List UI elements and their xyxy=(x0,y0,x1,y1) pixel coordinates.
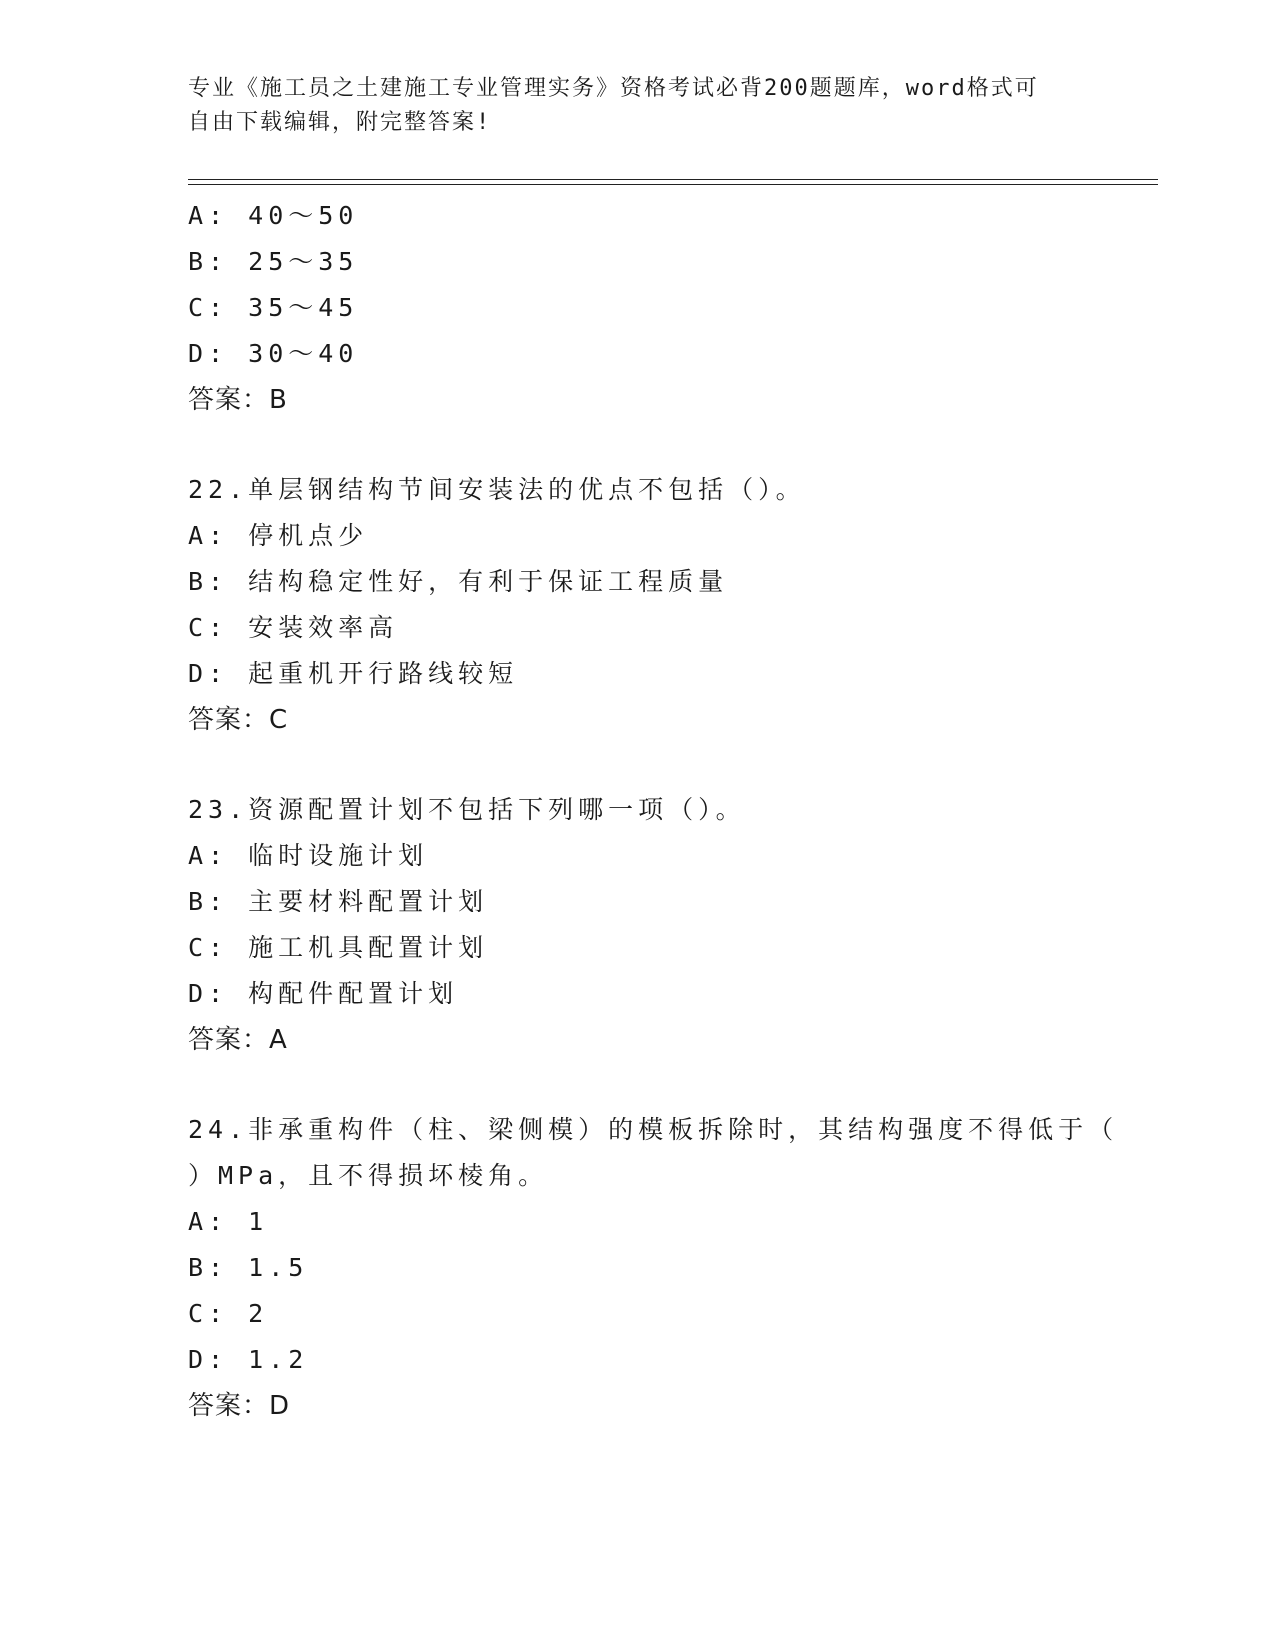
option-d: D: 起重机开行路线较短 xyxy=(188,659,519,688)
question-text: 22.单层钢结构节间安装法的优点不包括（）。 xyxy=(188,475,806,504)
option-d: D: 30～40 xyxy=(188,339,359,368)
question-list xyxy=(188,193,1119,1429)
option-a: A: 停机点少 xyxy=(188,521,369,550)
spacer xyxy=(188,1063,1088,1107)
question-text-line-2: ）MPa，且不得损坏棱角。 xyxy=(188,1161,549,1190)
option-a: A: 临时设施计划 xyxy=(188,841,429,870)
option-a: A: 1 xyxy=(188,1207,269,1236)
option-c: C: 2 xyxy=(188,1299,269,1328)
option-b: B: 1.5 xyxy=(188,1253,309,1282)
header-divider-bottom xyxy=(188,184,1158,185)
answer: 答案：B xyxy=(188,385,288,415)
option-a: A: 40～50 xyxy=(188,201,359,230)
question-text: 23.资源配置计划不包括下列哪一项（）。 xyxy=(188,795,746,824)
question-23 xyxy=(188,787,1088,1063)
answer: 答案：C xyxy=(188,705,289,735)
header-line-1: 专业《施工员之土建施工专业管理实务》资格考试必背200题题库，word格式可 xyxy=(188,76,1039,101)
spacer xyxy=(188,743,1088,787)
question-24 xyxy=(188,1107,1119,1429)
question-text-line-1: 24.非承重构件（柱、梁侧模）的模板拆除时，其结构强度不得低于（ xyxy=(188,1115,1119,1144)
answer: 答案：D xyxy=(188,1391,291,1421)
option-b: B: 结构稳定性好，有利于保证工程质量 xyxy=(188,567,729,596)
document-header xyxy=(188,72,1088,140)
question-21 xyxy=(188,193,1088,423)
option-c: C: 35～45 xyxy=(188,293,359,322)
option-b: B: 主要材料配置计划 xyxy=(188,887,489,916)
option-c: C: 安装效率高 xyxy=(188,613,399,642)
option-b: B: 25～35 xyxy=(188,247,359,276)
option-d: D: 1.2 xyxy=(188,1345,309,1374)
question-22 xyxy=(188,467,1088,743)
header-line-2: 自由下载编辑，附完整答案! xyxy=(188,110,492,135)
header-divider-top xyxy=(188,179,1158,180)
spacer xyxy=(188,423,1088,467)
answer: 答案：A xyxy=(188,1025,288,1055)
option-d: D: 构配件配置计划 xyxy=(188,979,459,1008)
option-c: C: 施工机具配置计划 xyxy=(188,933,489,962)
